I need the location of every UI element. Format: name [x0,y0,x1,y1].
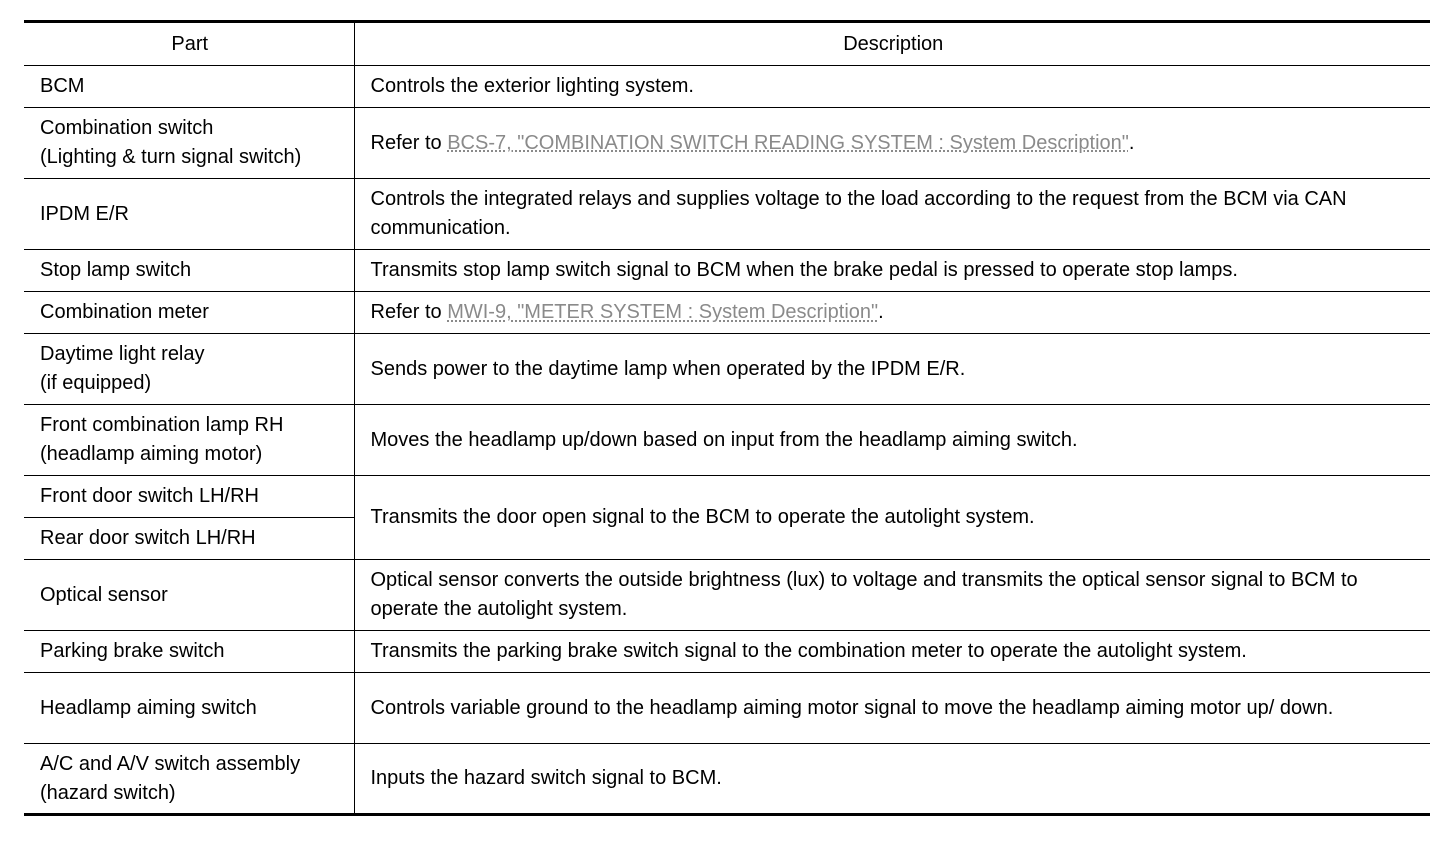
part-name: Rear door switch LH/RH [40,527,256,549]
table-row [24,631,1430,673]
part-cell [24,292,354,334]
description-cell: Transmits the parking brake switch signal to the combination meter to operate the autolight system. [354,631,1430,673]
part-name: Optical sensor [40,583,168,606]
part-qualifier: (hazard switch) [40,781,176,804]
description-cell: Controls the integrated relays and supplies voltage to the load according to the request from the BCM via CAN communication. [354,179,1430,250]
part-name: Stop lamp switch [40,259,192,281]
part-cell [24,250,354,292]
description-cell: Controls variable ground to the headlamp aiming motor signal to move the headlamp aiming motor up/ down. [354,673,1430,744]
description-cell: Transmits stop lamp switch signal to BCM when the brake pedal is pressed to operate stop lamps. [354,250,1430,292]
part-cell [24,631,354,673]
table-row [24,250,1430,292]
table-row [24,334,1430,405]
table-row [24,179,1430,250]
part-name: Headlamp aiming switch [40,696,257,719]
part-cell [24,476,354,518]
table-row [24,405,1430,476]
description-cell: Moves the headlamp up/down based on input from the headlamp aiming switch. [354,405,1430,476]
description-cell: Transmits the door open signal to the BCM to operate the autolight system. [354,476,1430,560]
part-cell [24,560,354,631]
table-row [24,292,1430,334]
description-cell: Controls the exterior lighting system. [354,66,1430,108]
description-cell: Sends power to the daytime lamp when operated by the IPDM E/R. [354,334,1430,405]
refer-suffix: . [878,301,884,323]
part-cell [24,405,354,476]
refer-prefix: Refer to [370,131,448,154]
part-name: IPDM E/R [40,202,129,225]
part-name: Front door switch LH/RH [40,485,259,507]
refer-prefix: Refer to [370,301,448,323]
description-cell [354,108,1430,179]
description-cell [354,292,1430,334]
part-cell [24,518,354,560]
bcs-7-reference-link[interactable]: BCS-7, "COMBINATION SWITCH READING SYSTEM : System Description" [447,131,1129,154]
part-cell [24,66,354,108]
part-qualifier: (headlamp aiming motor) [40,443,263,465]
table-row [24,673,1430,744]
part-name: BCM [40,75,85,97]
document-page [24,20,1430,816]
header-part: Part [24,22,354,66]
part-name: Front combination lamp RH [40,414,284,436]
part-cell [24,108,354,179]
part-cell [24,179,354,250]
part-name: Combination meter [40,301,209,323]
table-row [24,560,1430,631]
part-qualifier: (if equipped) [40,372,152,394]
header-description: Description [354,22,1430,66]
table-row [24,476,1430,518]
parts-description-table [24,20,1430,816]
table-row [24,66,1430,108]
table-header-row [24,22,1430,66]
part-name: A/C and A/V switch assembly [40,752,301,775]
part-name: Daytime light relay [40,343,205,365]
description-cell: Optical sensor converts the outside brightness (lux) to voltage and transmits the optical sensor signal to BCM to operate the autolight system. [354,560,1430,631]
description-cell: Inputs the hazard switch signal to BCM. [354,744,1430,815]
part-name: Parking brake switch [40,640,225,662]
part-cell [24,673,354,744]
mwi-9-reference-link[interactable]: MWI-9, "METER SYSTEM : System Description" [447,301,879,323]
table-row [24,108,1430,179]
part-cell [24,744,354,815]
part-qualifier: (Lighting & turn signal switch) [40,146,302,168]
part-name: Combination switch [40,117,214,139]
refer-suffix: . [1128,131,1135,154]
table-row [24,744,1430,815]
part-cell [24,334,354,405]
